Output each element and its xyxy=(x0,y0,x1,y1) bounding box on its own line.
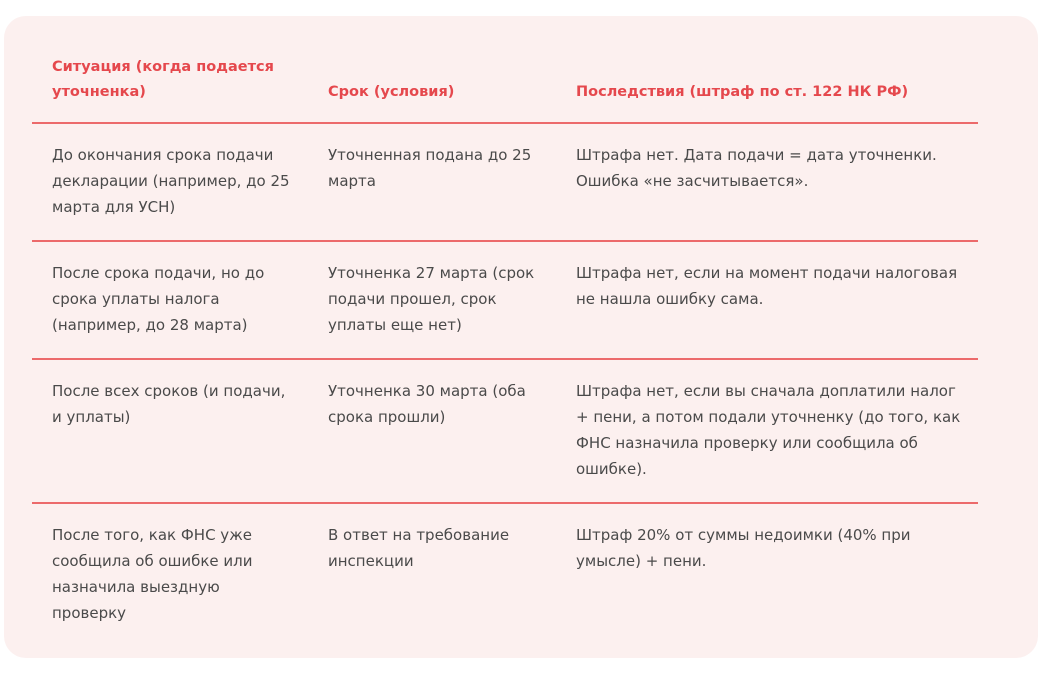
cell-consequences: Штраф 20% от суммы недоимки (40% при умысле) + пени. xyxy=(576,526,911,570)
table-row xyxy=(32,503,978,646)
header-deadline: Срок (условия) xyxy=(308,55,556,123)
table-row xyxy=(32,123,978,241)
table-row xyxy=(32,241,978,359)
cell-situation: После срока подачи, но до срока уплаты налога (например, до 28 марта) xyxy=(32,241,308,359)
cell-consequences: Штрафа нет. Дата подачи = дата уточненки. Ошибка «не засчитывается». xyxy=(556,123,978,241)
table-header-row xyxy=(32,55,978,123)
cell-deadline: Уточненка 30 марта (оба срока прошли) xyxy=(308,359,556,503)
info-card xyxy=(4,16,1038,658)
cell-situation: После всех сроков (и подачи, и уплаты) xyxy=(32,359,308,503)
cell-consequences: Штрафа нет, если вы сначала доплатили налог + пени, а потом подали уточненку (до того, как ФНС назначила проверку или сообщила об ошибке). xyxy=(556,359,978,503)
penalty-table xyxy=(32,55,978,646)
cell-situation: До окончания срока подачи декларации (например, до 25 марта для УСН) xyxy=(32,123,308,241)
cell-deadline: Уточненка 27 марта (срок подачи прошел, срок уплаты еще нет) xyxy=(308,241,556,359)
header-consequences: Последствия (штраф по ст. 122 НК РФ) xyxy=(556,55,978,123)
cell-situation: После того, как ФНС уже сообщила об ошибке или назначила выездную проверку xyxy=(52,526,253,622)
cell-deadline: В ответ на требование инспекции xyxy=(328,526,510,570)
header-situation: Ситуация (когда подается уточненка) xyxy=(32,55,308,123)
cell-deadline: Уточненная подана до 25 марта xyxy=(308,123,556,241)
table-row xyxy=(32,359,978,503)
cell-consequences: Штрафа нет, если на момент подачи налоговая не нашла ошибку сама. xyxy=(556,241,978,359)
